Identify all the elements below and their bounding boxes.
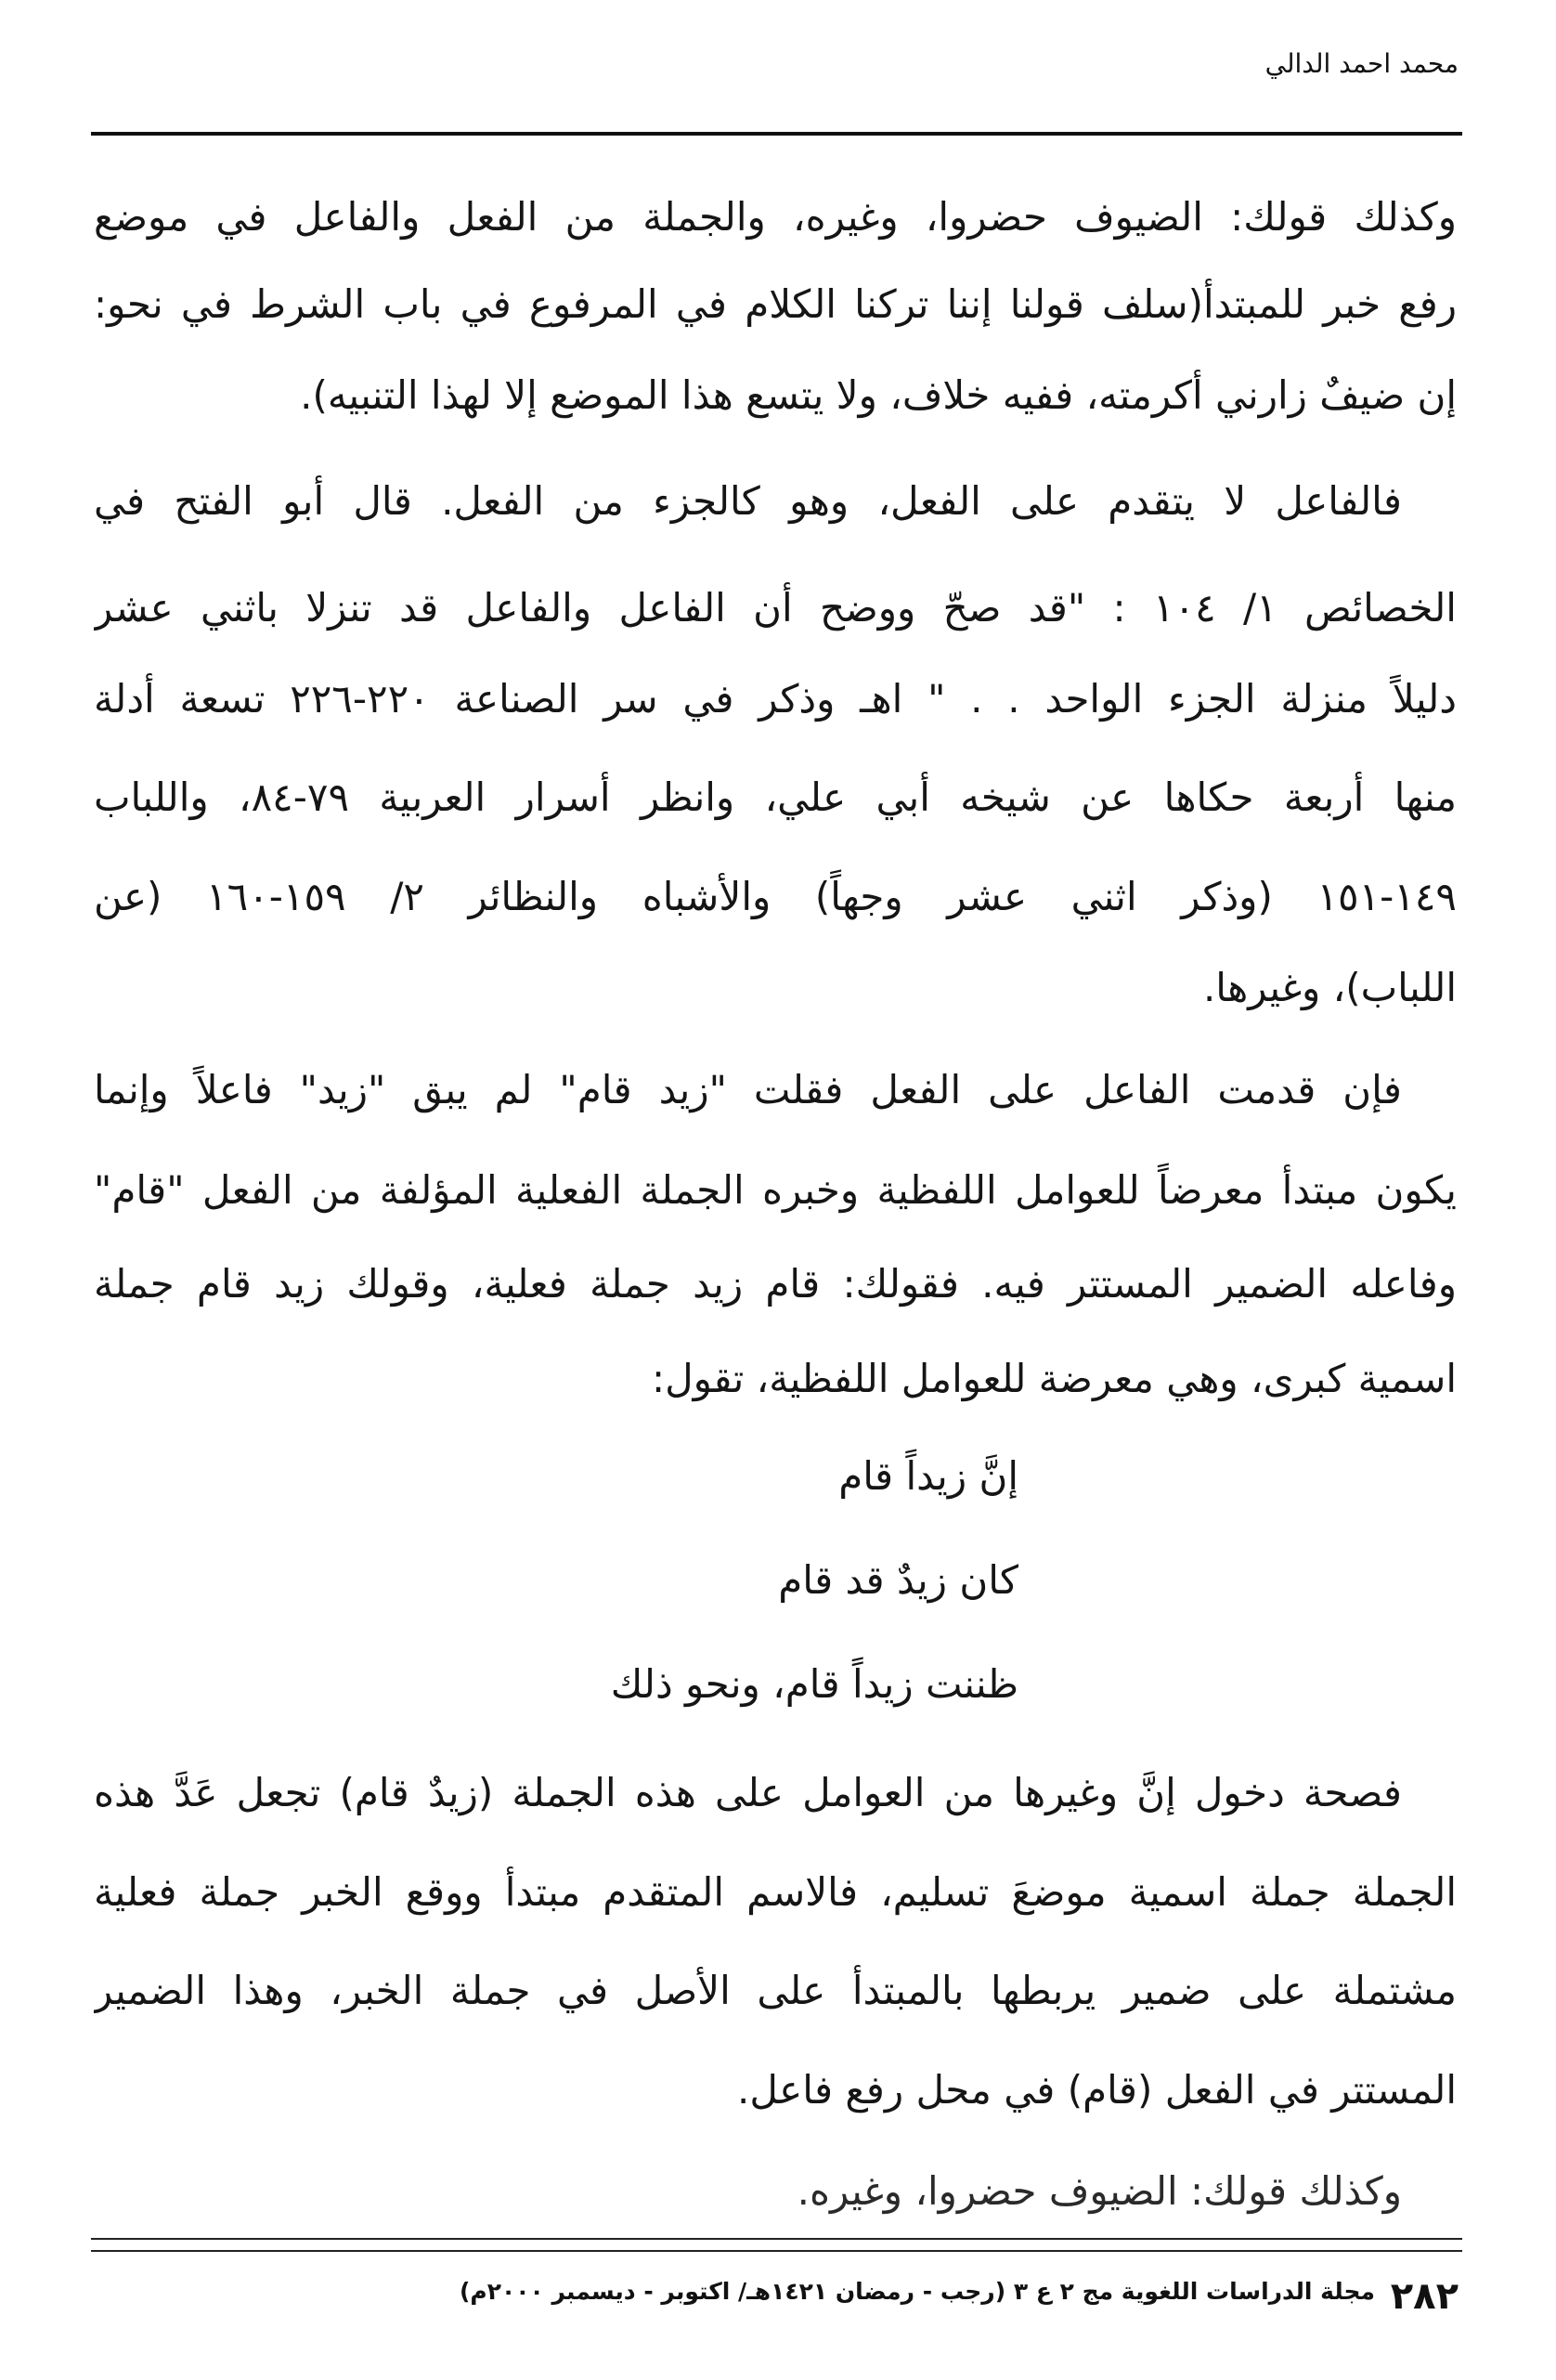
text-line: وفاعله الضمير المستتر فيه. فقولك: قام زيد جملة فعلية، وقولك زيد قام جملة xyxy=(94,1261,1457,1307)
footer-rule-bottom xyxy=(91,2250,1462,2252)
text-line: ١٤٩-١٥١ (وذكر اثني عشر وجهاً) والأشباه والنظائر ٢/ ١٥٩-١٦٠ (عن xyxy=(94,874,1457,919)
text-line: إن ضيفٌ زارني أكرمته، ففيه خلاف، ولا يتسع هذا الموضع إلا لهذا التنبيه). xyxy=(300,372,1457,418)
text-line: وكذلك قولك: الضيوف حضروا، وغيره، والجملة من الفعل والفاعل في موضع xyxy=(94,194,1457,240)
journal-citation: مجلة الدراسات اللغوية مج ٢ ع ٣ (رجب - رمضان ١٤٢١هـ/ اكتوبر - ديسمبر ٢٠٠٠م) xyxy=(459,2278,1375,2305)
text-line: رفع خبر للمبتدأ(سلف قولنا إننا تركنا الكلام في المرفوع في باب الشرط في نحو: xyxy=(94,281,1457,327)
text-line: منها أربعة حكاها عن شيخه أبي علي، وانظر أسرار العربية ٧٩-٨٤، واللباب xyxy=(94,774,1457,820)
text-line: فالفاعل لا يتقدم على الفعل، وهو كالجزء من الفعل. قال أبو الفتح في xyxy=(94,478,1402,524)
example-sentence: إنَّ زيداً قام xyxy=(838,1453,1018,1499)
header-rule xyxy=(91,132,1462,136)
text-line: الجملة جملة اسمية موضعَ تسليم، فالاسم المتقدم مبتدأ ووقع الخبر جملة فعلية xyxy=(94,1869,1457,1915)
text-line: اللباب)، وغيرها. xyxy=(1202,965,1457,1010)
text-line: اسمية كبرى، وهي معرضة للعوامل اللفظية، تقول: xyxy=(651,1356,1457,1401)
text-line: مشتملة على ضمير يربطها بالمبتدأ على الأصل في جملة الخبر، وهذا الضمير xyxy=(94,1968,1457,2013)
text-line: المستتر في الفعل (قام) في محل رفع فاعل. xyxy=(736,2067,1457,2113)
text-line: فإن قدمت الفاعل على الفعل فقلت "زيد قام" لم يبق "زيد" فاعلاً وإنما xyxy=(94,1067,1402,1112)
example-sentence: ظننت زيداً قام، ونحو ذلك xyxy=(610,1661,1018,1707)
text-line: يكون مبتدأ معرضاً للعوامل اللفظية وخبره الجملة الفعلية المؤلفة من الفعل "قام" xyxy=(94,1167,1457,1213)
text-line: دليلاً منزلة الجزء الواحد . . " اهـ وذكر في سر الصناعة ٢٢٠-٢٢٦ تسعة أدلة xyxy=(94,676,1457,722)
text-line: الخصائص ١/ ١٠٤ : "قد صحّ ووضح أن الفاعل والفاعل قد تنزلا باثني عشر xyxy=(94,585,1457,631)
text-line: فصحة دخول إنَّ وغيرها من العوامل على هذه الجملة (زيدٌ قام) تجعل عَدَّ هذه xyxy=(94,1770,1402,1815)
running-head-author: محمد احمد الدالي xyxy=(1264,48,1459,79)
example-sentence: كان زيدٌ قد قام xyxy=(778,1557,1018,1603)
text-line: وكذلك قولك: الضيوف حضروا، وغيره. xyxy=(797,2168,1402,2214)
page-number: ٢٨٢ xyxy=(1390,2275,1459,2318)
footer-rule-top xyxy=(91,2238,1462,2240)
